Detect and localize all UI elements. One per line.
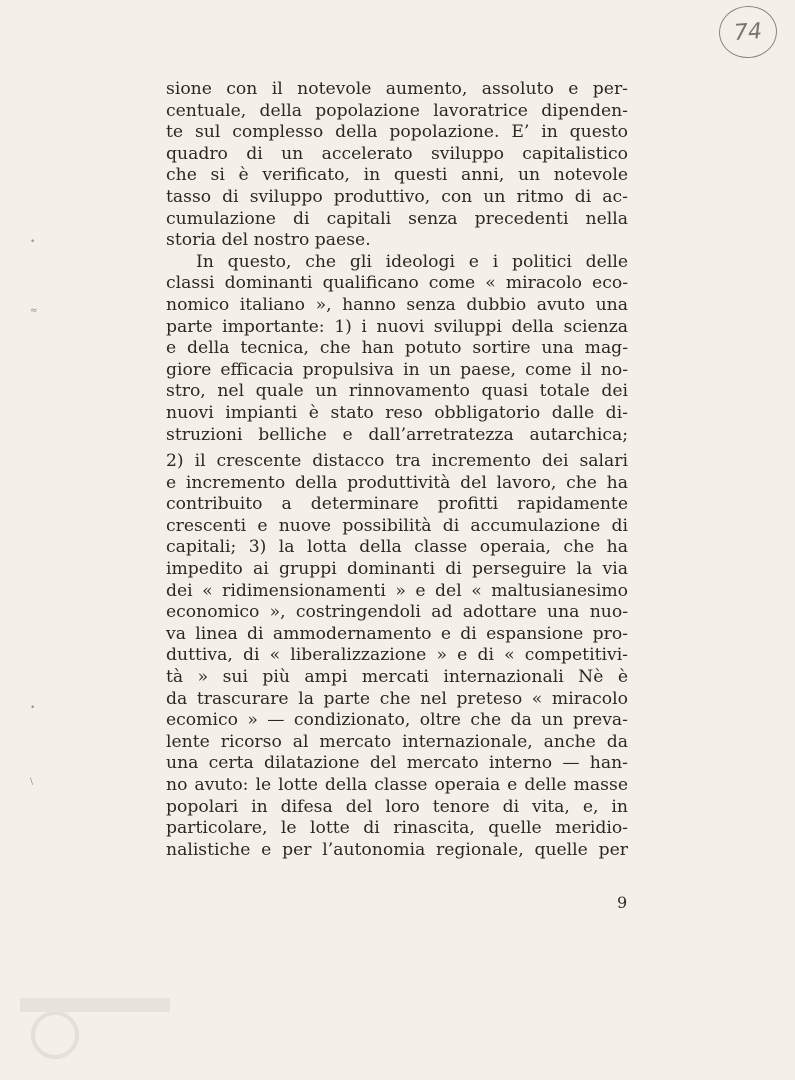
text-line: crescenti e nuove possibilità di accumulazione di [166,515,628,536]
text-line: popolari in difesa del loro tenore di vita, e, in [166,796,628,817]
text-line: nuovi impianti è stato reso obbligatorio dalle di- [166,402,628,423]
text-line: va linea di ammodernamento e di espansione pro- [166,623,628,644]
text-line: giore efficacia propulsiva in un paese, come il no- [166,359,628,380]
text-line: dei « ridimensionamenti » e del « maltusianesimo [166,580,628,601]
text-line: nalistiche e per l’autonomia regionale, quelle per [166,839,628,860]
text-line: particolare, le lotte di rinascita, quelle meridio- [166,818,628,839]
text-line: classi dominanti qualificano come « miracolo eco- [166,273,628,294]
margin-mark: • [30,703,36,713]
archive-watermark [0,990,180,1070]
margin-mark: ≈ [30,306,38,316]
text-line: cumulazione di capitali senza precedenti nella [166,208,628,229]
text-line: nomico italiano », hanno senza dubbio avuto una [166,294,628,315]
text-line: impedito ai gruppi dominanti di perseguire la via [166,559,628,580]
paragraph-1 [166,79,628,252]
text-line: quadro di un accelerato sviluppo capitalistico [166,143,628,164]
text-line: tà » sui più ampi mercati internazionali Nè è [166,667,628,688]
text-line: struzioni belliche e dall’arretratezza autarchica; [166,424,628,445]
text-line: tasso di sviluppo produttivo, con un ritmo di ac- [166,186,628,207]
paragraph-3 [166,451,628,861]
text-line: stro, nel quale un rinnovamento quasi totale dei [166,381,628,402]
margin-mark: \ [30,777,34,787]
archive-stamp-number: 74 [733,18,763,46]
text-line: storia del nostro paese. [166,230,371,251]
body-text [166,79,628,861]
text-line: parte importante: 1) i nuovi sviluppi della scienza [166,316,628,337]
text-line: che si è verificato, in questi anni, un notevole [166,165,628,186]
text-line: contribuito a determinare profitti rapidamente [166,494,628,515]
text-line: capitali; 3) la lotta della classe operaia, che ha [166,537,628,558]
text-line: lente ricorso al mercato internazionale, anche da [166,731,628,752]
text-line: te sul complesso della popolazione. E’ in questo [166,122,628,143]
text-line: sione con il notevole aumento, assoluto e per- [166,79,628,99]
text-line: ecomico » — condizionato, oltre che da un preva- [166,710,628,731]
text-line: una certa dilatazione del mercato interno — han- [166,753,628,774]
text-line: In questo, che gli ideologi e i politici delle [196,251,628,272]
text-line: e incremento della produttività del lavoro, che ha [166,472,628,493]
paragraph-2 [166,252,628,446]
page-number: 9 [617,893,628,912]
text-line: no avuto: le lotte della classe operaia e delle masse [166,775,628,795]
archive-stamp [717,4,778,60]
text-line: da trascurare la parte che nel preteso « miracolo [166,688,628,709]
text-line: e della tecnica, che han potuto sortire una mag- [166,338,628,359]
text-line: duttiva, di « liberalizzazione » e di « competitivi- [166,645,628,666]
text-line: economico », costringendoli ad adottare una nuo- [166,602,628,623]
text-line: centuale, della popolazione lavoratrice dipenden- [166,100,628,121]
margin-mark: • [30,237,36,247]
text-line: 2) il crescente distacco tra incremento dei salari [166,451,628,472]
